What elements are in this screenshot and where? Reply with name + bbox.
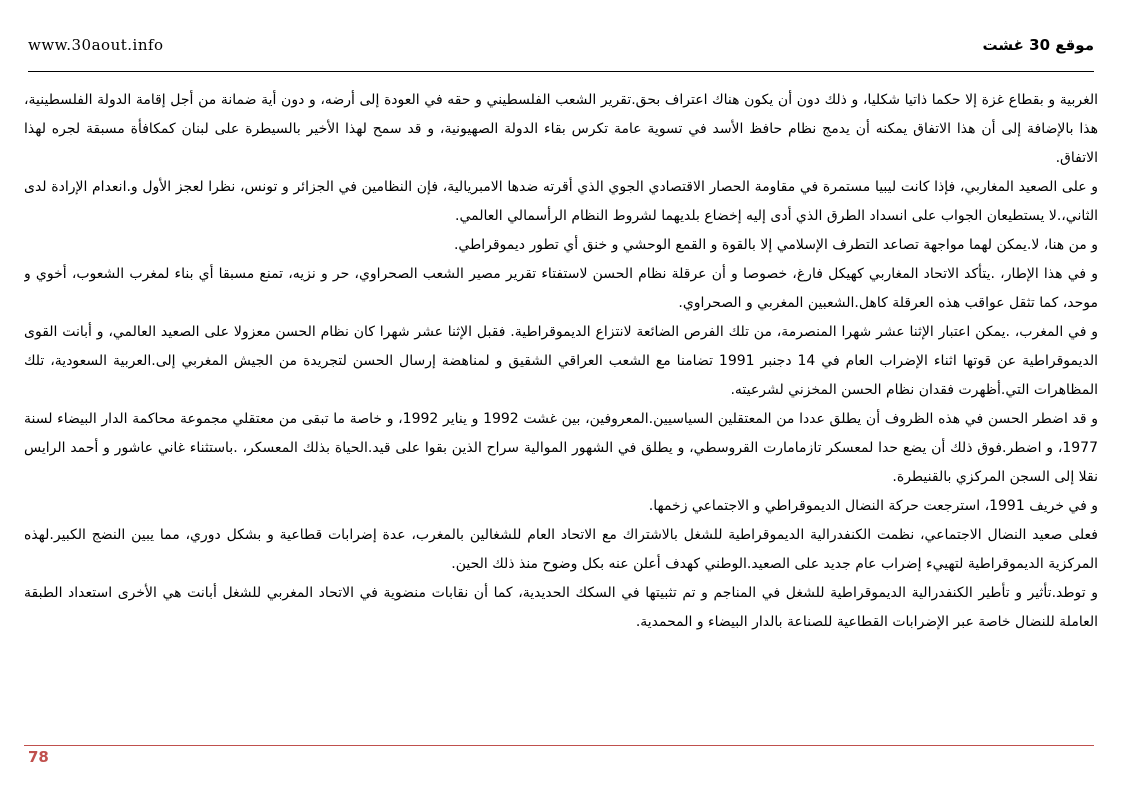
site-url: www.30aout.info: [28, 36, 164, 54]
paragraph: و توطد.تأثير و تأطير الكنفدرالية الديموقراطية للشغل في المناجم و تم تثبيتها في السكك الحديدية، كما أن نقابات منضوية في الاتحاد المغربي للشغل أبانت هي الأخرى استعداد الطبقة العاملة للنضال خاصة عبر الإضرابات القطاعية للصناعة بالدار البيضاء و المحمدية.: [24, 585, 1098, 630]
paragraph: و في خريف 1991، استرجعت حركة النضال الديموقراطي و الاجتماعي زخمها.: [648, 498, 1098, 514]
paragraph: و في المغرب، .يمكن اعتبار الإثنا عشر شهرا المنصرمة، من تلك الفرص الضائعة لانتزاع الديموقراطية. فقبل الإثنا عشر شهرا كان نظام الحسن معزولا على الصعيد العالمي، و أبانت القوى الديموقراطية عن قوتها اثناء الإضراب العام في 14 دجنبر 1991 تضامنا مع الشعب العراقي الشقيق و لمناهضة إرسال الحسن لتجريدة من الجيش المغربي إلى.العربية السعودية، تلك المظاهرات التي.أظهرت فقدان نظام الحسن المخزني لشرعيته.: [24, 324, 1098, 398]
page-header: [28, 36, 1094, 62]
header-divider: [28, 71, 1094, 72]
paragraph: فعلى صعيد النضال الاجتماعي، نظمت الكنفدرالية الديموقراطية للشغل بالاشتراك مع الاتحاد العام للشغالين بالمغرب، عدة إضرابات قطاعية و بشكل دوري، مما يبين النضج الكبير.لهذه المركزية الديموقراطية لتهييء إضراب عام جديد على الصعيد.الوطني كهدف أعلن عنه بكل وضوح منذ ذلك الحين.: [24, 527, 1098, 572]
page-number: 78: [28, 748, 49, 766]
paragraph: الغربية و بقطاع غزة إلا حكما ذاتيا شكليا، و ذلك دون أن يكون هناك اعتراف بحق.تقرير الشعب الفلسطيني و حقه في العودة إلى أرضه، و دون أية ضمانة من أجل إقامة الدولة الفلسطينية، هذا بالإضافة إلى أن هذا الاتفاق يمكنه أن يدمج نظام حافظ الأسد في تسوية عامة تكرس بقاء الدولة الصهيونية، و قد سمح لهذا الأخير بالسيطرة على لبنان كمكافأة مسبقة لجره لهذا الاتفاق.: [24, 92, 1098, 166]
paragraph: و من هنا، لا.يمكن لهما مواجهة تصاعد التطرف الإسلامي إلا بالقوة و القمع الوحشي و خنق أي تطور ديموقراطي.: [453, 237, 1098, 253]
document-body: [24, 86, 1098, 706]
site-name: موقع 30 غشت: [982, 36, 1094, 54]
paragraph: و في هذا الإطار، .يتأكد الاتحاد المغاربي كهيكل فارغ، خصوصا و أن عرقلة نظام الحسن لاستفتاء تقرير مصير الشعب الصحراوي، حر و نزيه، تمنع مسبقا أي بناء لمغرب الشعوب، أخوي و موحد، كما تثقل عواقب هذه العرقلة كاهل.الشعبين المغربي و الصحراوي.: [24, 266, 1098, 311]
paragraph: و على الصعيد المغاربي، فإذا كانت ليبيا مستمرة في مقاومة الحصار الاقتصادي الجوي الذي أقرته ضدها الامبريالية، فإن النظامين في الجزائر و تونس، نظرا لعجز الأول و.انعدام الإرادة لدى الثاني،.لا يستطيعان الجواب على انسداد الطرق الذي أدى إليه إخضاع بلديهما لشروط النظام الرأسمالي العالمي.: [24, 179, 1098, 224]
paragraph: و قد اضطر الحسن في هذه الظروف أن يطلق عددا من المعتقلين السياسيين.المعروفين، بين غشت 1992 و يناير 1992، و خاصة ما تبقى من معتقلي مجموعة محاكمة الدار البيضاء لسنة 1977، و اضطر.فوق ذلك أن يضع حدا لمعسكر تازمامارت القروسطي، و يطلق في الشهور الموالية سراح الذين بقوا على قيد.الحياة بذلك المعسكر، .باستثناء غاني عاشور و أحمد الرايس نقلا إلى السجن المركزي بالقنيطرة.: [24, 411, 1098, 485]
footer-divider: [24, 745, 1094, 746]
